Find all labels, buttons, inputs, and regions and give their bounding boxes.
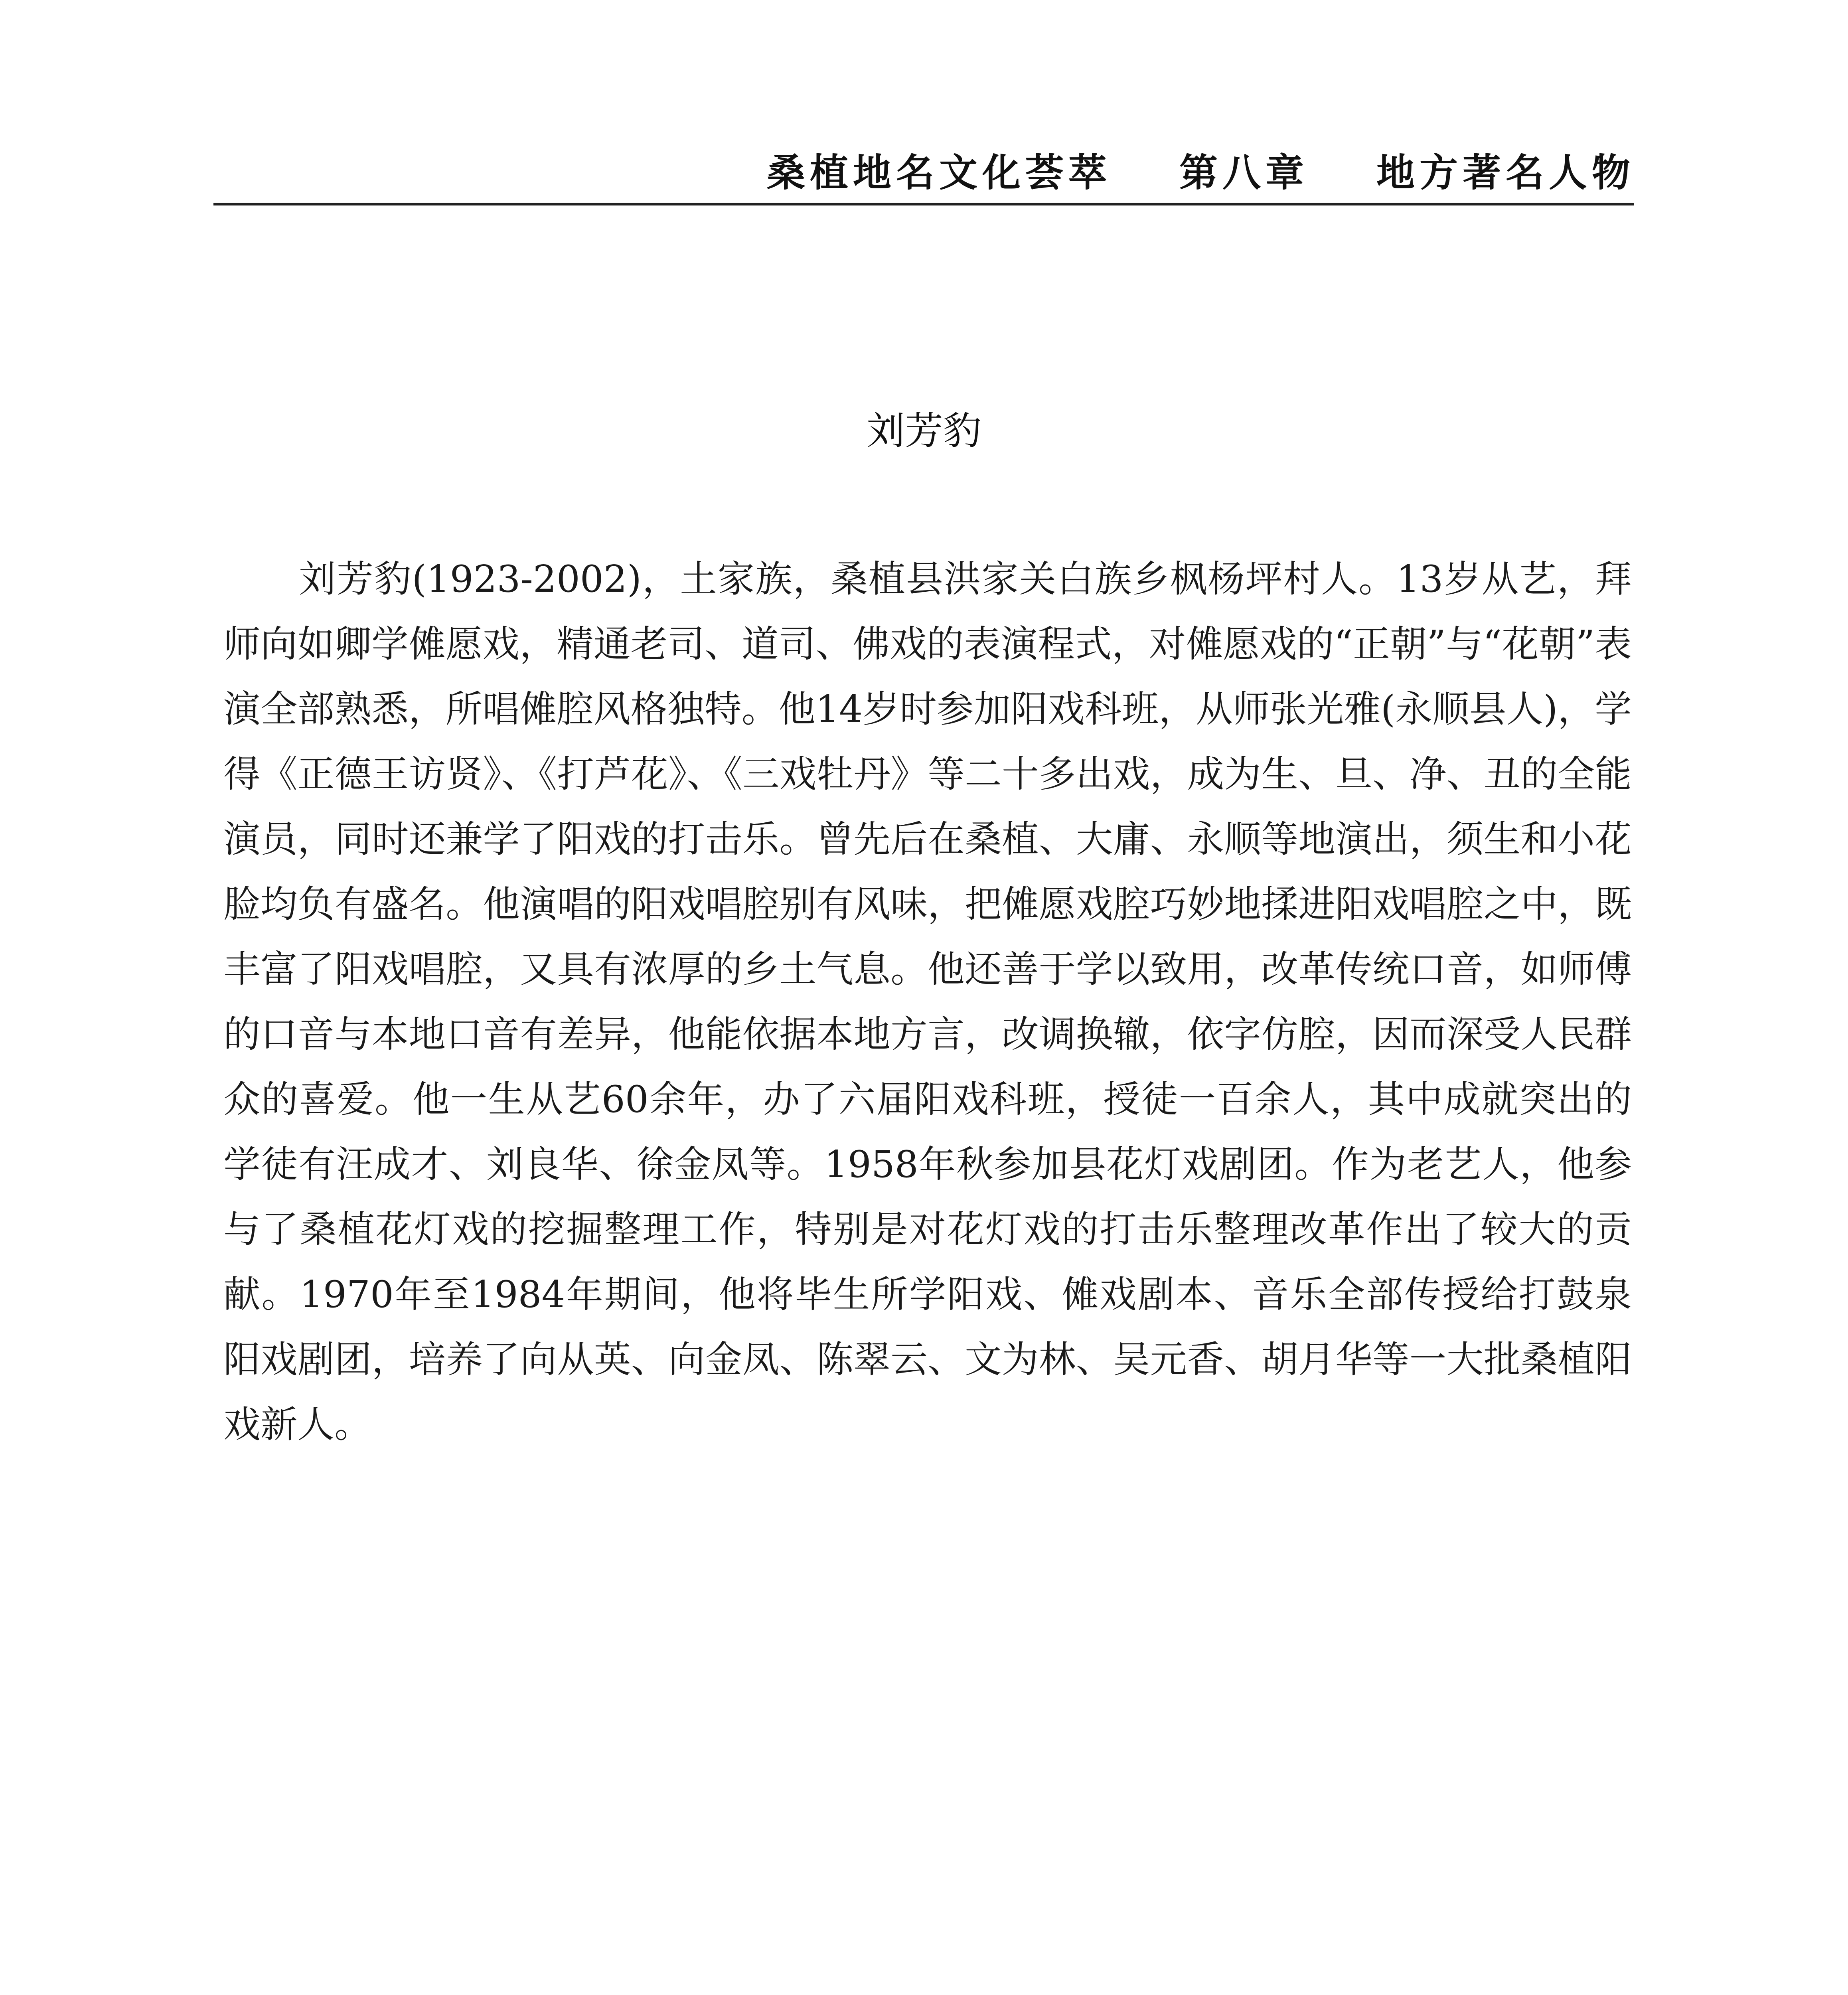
header-book-title: 桑植地名文化荟萃 (767, 150, 1112, 195)
article-title: 刘芳豹 (867, 409, 981, 453)
header-divider (213, 203, 1634, 205)
running-header (0, 144, 1635, 196)
header-chapter-title: 地方著名人物 (1376, 150, 1635, 195)
article-body-text: 刘芳豹(1923-2002)，土家族，桑植县洪家关白族乡枫杨坪村人。13岁从艺，拜师向如卿学傩愿戏，精通老司、道司、佛戏的表演程式，对傩愿戏的“正朝”与“花朝”表演全部熟悉，所唱傩腔风格独特。他14岁时参加阳戏科班，从师张光雅(永顺县人)，学得《正德王访贤》、《打芦花》、《三戏牡丹》等二十多出戏，成为生、旦、净、丑的全能演员，同时还兼学了阳戏的打击乐。曾先后在桑植、大庸、永顺等地演出，须生和小花脸均负有盛名。他演唱的阳戏唱腔别有风味，把傩愿戏腔巧妙地揉进阳戏唱腔之中，既丰富了阳戏唱腔，又具有浓厚的乡土气息。他还善于学以致用，改革传统口音，如师傅的口音与本地口音有差异，他能依据本地方言，改调换辙，依字仿腔，因而深受人民群众的喜爱。他一生从艺60余年，办了六届阳戏科班，授徒一百余人，其中成就突出的学徒有汪成才、刘良华、徐金凤等。1958年秋参加县花灯戏剧团。作为老艺人，他参与了桑植花灯戏的挖掘整理工作，特别是对花灯戏的打击乐整理改革作出了较大的贡献。1970年至1984年期间，他将毕生所学阳戏、傩戏剧本、音乐全部传授给打鼓泉阳戏剧团，培养了向从英、向金凤、陈翠云、文为林、吴元香、胡月华等一大批桑植阳戏新人。 (223, 557, 1632, 1446)
header-chapter: 第八章 (1179, 150, 1309, 195)
article-body (223, 547, 1632, 1457)
